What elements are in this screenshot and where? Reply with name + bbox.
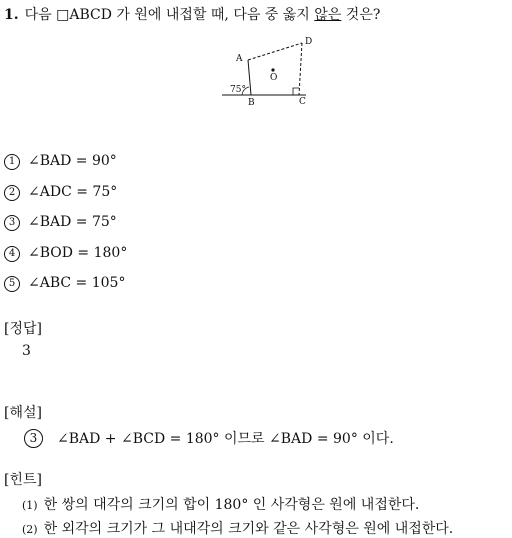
answer-value: 3 [22,343,31,359]
question-title [4,4,380,24]
center-point [271,68,274,71]
choice-number: 3 [4,215,20,231]
answer-label: [정답] [4,321,42,337]
question-text-after: 것은? [341,7,381,23]
choice-text: ∠ADC = 75° [28,184,118,200]
hint-text: 한 외각의 크기가 그 내대각의 크기와 같은 사각형은 원에 내접한다. [43,521,454,537]
choice-number: 5 [4,276,20,292]
choice-number: 1 [4,154,20,170]
choice-number: 4 [4,246,20,262]
choice-text: ∠BAD = 90° [28,153,117,169]
choice-text: ∠BAD = 75° [28,214,117,230]
label-angle: 75° [230,85,246,95]
right-angle-mark [293,88,299,95]
label-b: B [248,98,255,108]
explanation-line [24,428,394,448]
question-text-before: 다음 □ABCD 가 원에 내접할 때, 다음 중 옳지 [24,7,315,23]
label-c: C [299,97,306,107]
explanation-number: 3 [24,429,43,448]
figure-svg [218,34,318,110]
segment-dc [299,43,302,95]
choice-text: ∠BOD = 180° [28,245,128,261]
hint-number: (2) [22,523,38,536]
hint-number: (1) [22,499,38,512]
choice-1[interactable] [4,153,117,170]
hint-text: 한 쌍의 대각의 크기의 합이 180° 인 사각형은 원에 내접한다. [43,497,420,513]
choice-text: ∠ABC = 105° [28,275,126,291]
label-a: A [236,54,243,64]
hint-item-2 [22,518,453,538]
hint-label: [힌트] [4,472,42,488]
label-o: O [270,73,278,83]
question-number: 1. [4,7,19,23]
explanation-text: ∠BAD + ∠BCD = 180° 이므로 ∠BAD = 90° 이다. [57,431,394,447]
choice-5[interactable] [4,275,125,292]
segment-ad [248,43,302,60]
choice-3[interactable] [4,214,117,231]
segment-ab [248,60,251,95]
choice-number: 2 [4,185,20,201]
question-text-underlined: 않은 [314,7,342,23]
choice-2[interactable] [4,184,117,201]
explanation-label: [해설] [4,405,42,421]
label-d: D [305,37,313,47]
quadrilateral-figure [218,34,318,110]
hint-item-1 [22,494,419,514]
choice-4[interactable] [4,245,127,262]
